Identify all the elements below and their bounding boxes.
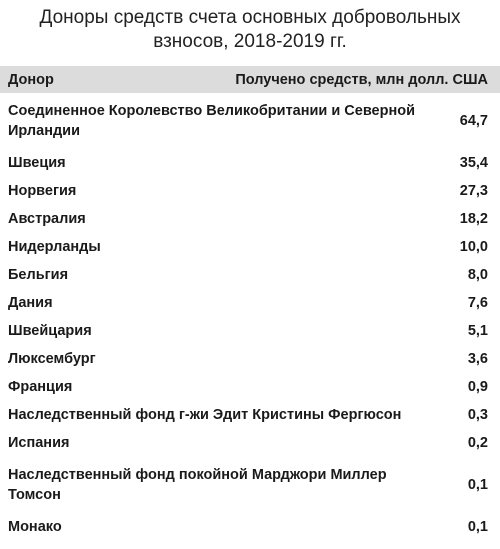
donor-name: Испания xyxy=(8,435,70,451)
donor-name: Бельгия xyxy=(8,267,69,283)
table-row xyxy=(0,261,500,289)
donor-name: Наследственный фонд покойной Марджори Миллер Томсон xyxy=(8,467,387,503)
table-row xyxy=(0,373,500,401)
donor-amount: 64,7 xyxy=(459,113,488,129)
donor-amount: 35,4 xyxy=(459,155,488,171)
table-row xyxy=(0,401,500,429)
table-row xyxy=(0,93,500,149)
donor-name: Австралия xyxy=(8,211,86,227)
donor-amount: 0,3 xyxy=(467,407,488,423)
table-row xyxy=(0,233,500,261)
title-line-1: Доноры средств счета основных добровольных xyxy=(39,7,461,28)
donors-table xyxy=(0,66,500,541)
title-line-2: взносов, 2018-2019 гг. xyxy=(153,31,347,52)
table-row xyxy=(0,177,500,205)
donor-amount: 0,1 xyxy=(467,477,488,493)
donor-amount: 5,1 xyxy=(467,323,488,339)
donor-amount: 0,2 xyxy=(467,435,488,451)
header-donor: Донор xyxy=(8,71,54,88)
donor-name: Франция xyxy=(8,379,73,395)
donor-amount: 27,3 xyxy=(459,183,488,199)
donor-name: Монако xyxy=(8,519,62,535)
table-row xyxy=(0,513,500,541)
donor-name: Наследственный фонд г-жи Эдит Кристины Фергюсон xyxy=(8,407,402,423)
donor-amount: 0,1 xyxy=(467,519,488,535)
donor-name: Соединенное Королевство Великобритании и Северной Ирландии xyxy=(8,103,416,139)
table-row xyxy=(0,205,500,233)
table-row xyxy=(0,429,500,457)
header-amount: Получено средств, млн долл. США xyxy=(235,71,488,88)
table-row xyxy=(0,289,500,317)
table-title xyxy=(0,0,500,56)
donor-name: Люксембург xyxy=(8,351,96,367)
table-row xyxy=(0,149,500,177)
table-row xyxy=(0,345,500,373)
donor-name: Дания xyxy=(8,295,53,311)
donor-amount: 10,0 xyxy=(459,239,488,255)
donor-amount: 18,2 xyxy=(459,211,488,227)
donor-name: Норвегия xyxy=(8,183,77,199)
donor-amount: 7,6 xyxy=(467,295,488,311)
donor-amount: 0,9 xyxy=(467,379,488,395)
donor-amount: 8,0 xyxy=(467,267,488,283)
table-row xyxy=(0,317,500,345)
donor-name: Швейцария xyxy=(8,323,92,339)
donor-name: Швеция xyxy=(8,155,66,171)
donor-amount: 3,6 xyxy=(467,351,488,367)
table-header xyxy=(0,66,500,93)
table-row xyxy=(0,457,500,513)
donor-name: Нидерланды xyxy=(8,239,101,255)
